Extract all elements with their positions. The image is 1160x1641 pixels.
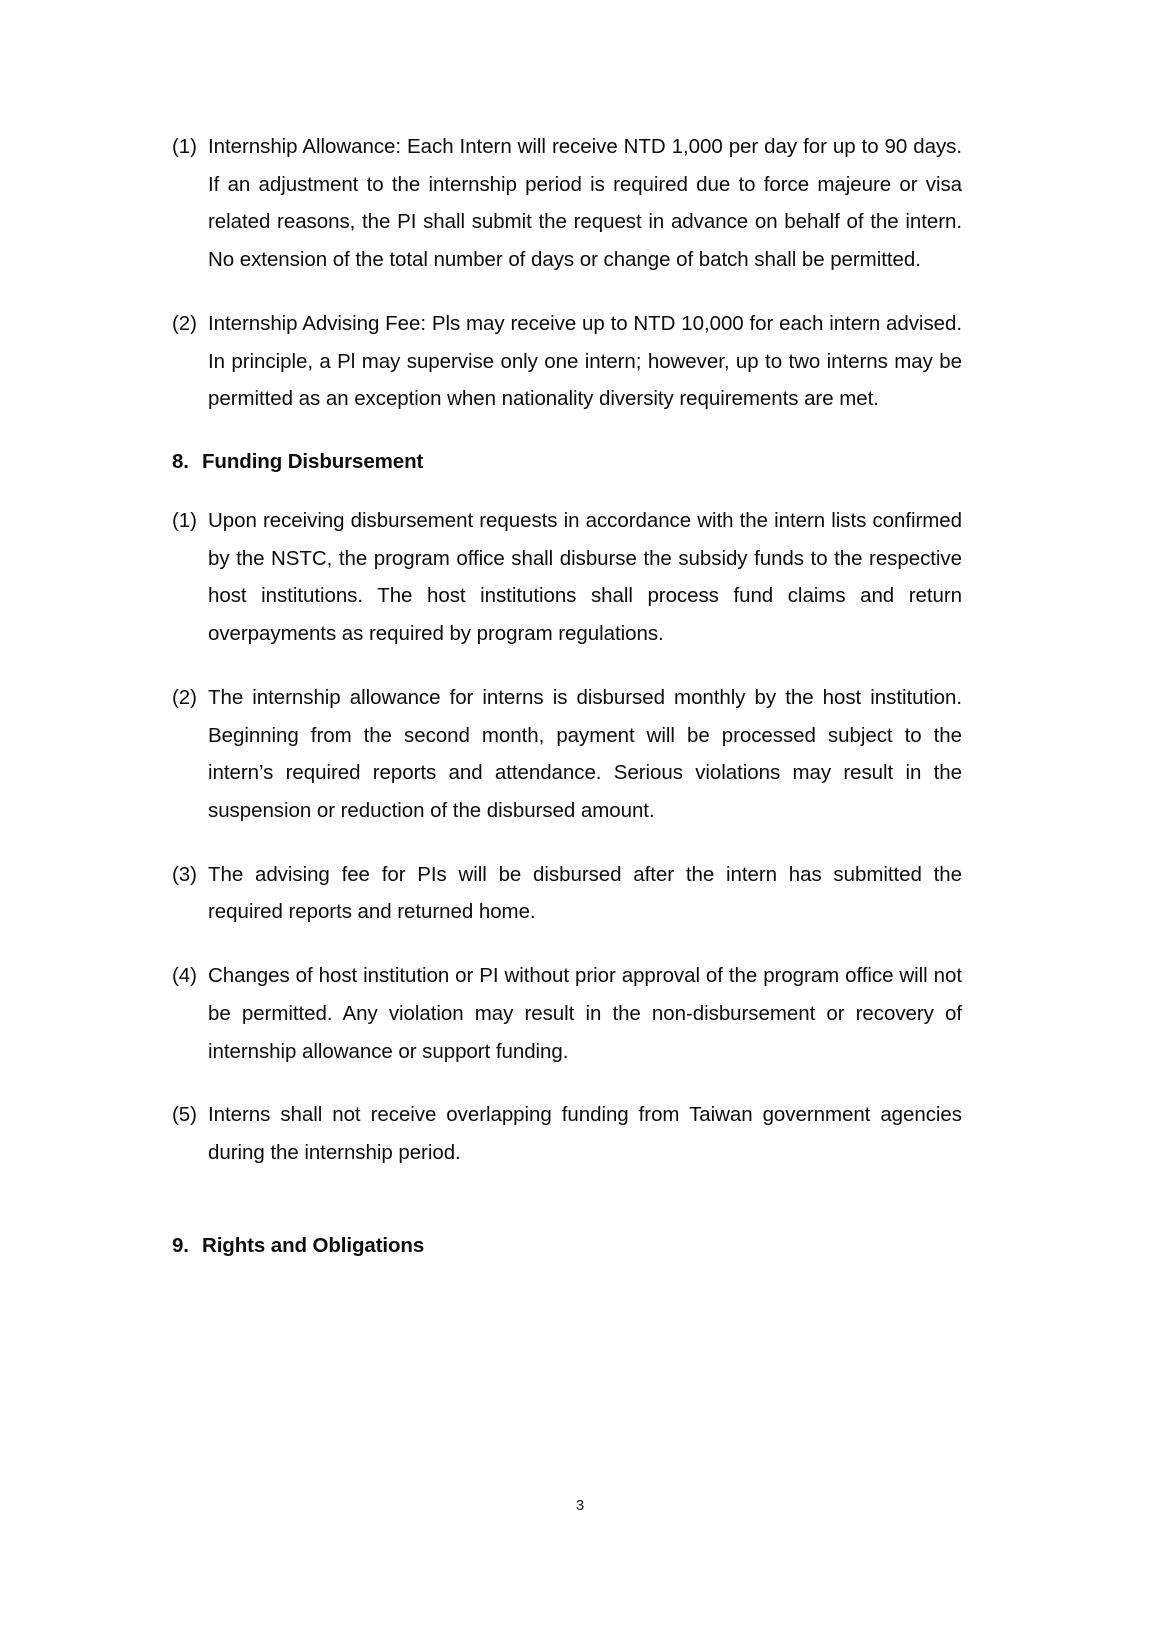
paragraph-spacer [172,931,962,957]
list-item-text: The advising fee for PIs will be disbursed after the intern has submitted the required reports and returned home. [208,862,962,924]
list-item-marker: (2) [172,685,197,709]
list-item-marker: (4) [172,964,197,988]
page-number: 3 [575,1497,585,1514]
list-item-text: The internship allowance for interns is disbursed monthly by the host institution. Beginning from the second month, payment will be processed subject to the intern’s required reports and attendance. Serious violations may result in the suspension or reduction of the disbursed amount. [208,685,962,822]
paragraph-spacer [172,1070,962,1096]
list-item [172,1096,962,1171]
list-item-text: Upon receiving disbursement requests in accordance with the intern lists confirmed by the NSTC, the program office shall disburse the subsidy funds to the respective host institutions. The host institutions shall process fund claims and return overpayments as required by program regulations. [208,508,962,646]
section-heading-8 [172,448,962,476]
list-item [172,305,962,418]
list-item [172,679,962,830]
section-spacer [172,418,962,448]
section-title: Rights and Obligations [202,1233,425,1257]
section-spacer [172,476,962,502]
paragraph-spacer [172,653,962,679]
document-body [172,128,962,1260]
paragraph-spacer [172,279,962,305]
list-item [172,957,962,1070]
section-number: 9. [172,1233,189,1257]
list-item-marker: (5) [172,1103,197,1127]
list-item-marker: (1) [172,135,197,158]
list-item-marker: (3) [172,862,197,886]
list-item [172,128,962,279]
section-spacer [172,1172,962,1232]
paragraph-spacer [172,830,962,856]
list-item [172,502,962,653]
list-item-marker: (2) [172,311,197,335]
list-item-text: Interns shall not receive overlapping funding from Taiwan government agencies during the internship period. [208,1103,962,1164]
section-heading-9 [172,1232,962,1260]
list-item-marker: (1) [172,508,197,532]
section-number: 8. [172,450,189,474]
list-item [172,856,962,931]
list-item-text: Changes of host institution or PI without prior approval of the program office will not be permitted. Any violation may result in the non-disbursement or recovery of internship allowance or support funding. [208,964,962,1063]
list-item-text: Internship Allowance: Each Intern will receive NTD 1,000 per day for up to 90 days. If an adjustment to the internship period is required due to force majeure or visa related reasons, the PI shall submit the request in advance on behalf of the intern. No extension of the total number of days or change of batch shall be permitted. [208,135,962,272]
section-title: Funding Disbursement [202,450,424,474]
list-item-text: Internship Advising Fee: Pls may receive up to NTD 10,000 for each intern advised. In principle, a Pl may supervise only one intern; however, up to two interns may be permitted as an exception when nationality diversity requirements are met. [208,311,962,411]
